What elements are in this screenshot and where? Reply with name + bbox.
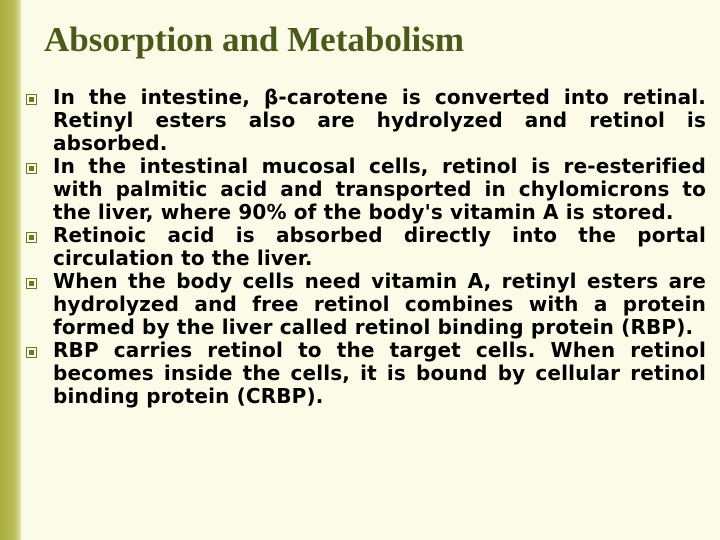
bullet-item — [22, 155, 706, 224]
square-bullet-icon — [26, 232, 37, 243]
square-bullet-icon — [26, 163, 37, 174]
square-bullet-icon — [26, 278, 37, 289]
bullet-item — [22, 224, 706, 270]
bullet-text: When the body cells need vitamin A, retinyl esters are hydrolyzed and free retinol combines with a protein formed by the liver called retinol binding protein (RBP). — [53, 269, 706, 339]
bullet-item — [22, 270, 706, 339]
bullet-item — [22, 339, 706, 408]
decorative-left-bar — [0, 0, 22, 540]
slide-title: Absorption and Metabolism — [44, 20, 465, 59]
bullet-item — [22, 86, 706, 155]
square-bullet-icon — [26, 94, 37, 105]
bullet-text: In the intestine, β-carotene is converted into retinal. Retinyl esters also are hydrolyzed and retinol is absorbed. — [53, 85, 706, 155]
bullet-text: In the intestinal mucosal cells, retinol is re-esterified with palmitic acid and transported in chylomicrons to the liver, where 90% of the body's vitamin A is stored. — [53, 154, 706, 224]
bullet-list — [22, 86, 706, 408]
bullet-text: Retinoic acid is absorbed directly into the portal circulation to the liver. — [53, 223, 706, 270]
bullet-text: RBP carries retinol to the target cells. When retinol becomes inside the cells, it is bound by cellular retinol binding protein (CRBP). — [53, 338, 706, 408]
square-bullet-icon — [26, 347, 37, 358]
